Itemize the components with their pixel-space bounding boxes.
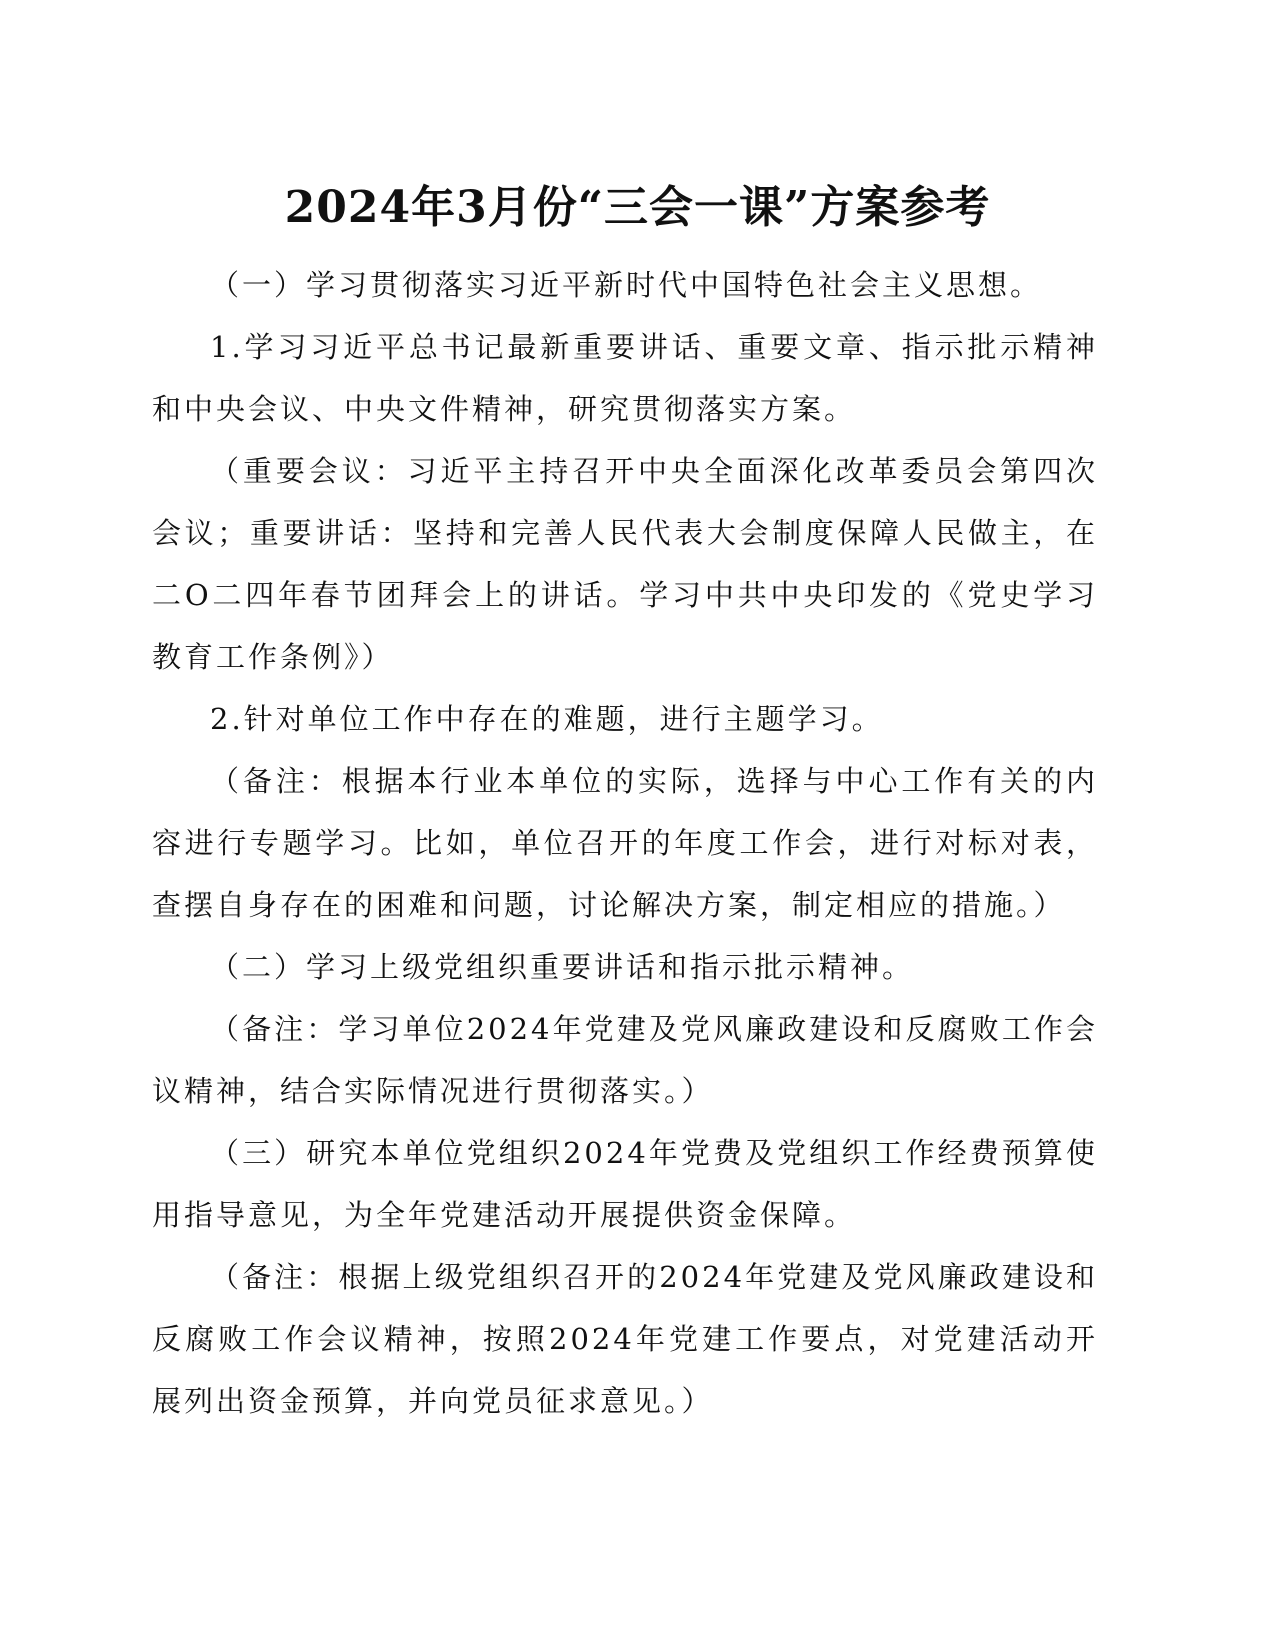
paragraph-note-1: （备注：根据本行业本单位的实际，选择与中心工作有关的内容进行专题学习。比如，单位召开的年度工作会，进行对标对表，查摆自身存在的困难和问题，讨论解决方案，制定相应的措施。） [152,764,1098,922]
section-heading-1: （一）学习贯彻落实习近平新时代中国特色社会主义思想。 [210,268,1043,302]
paragraph-note-3: （备注：根据上级党组织召开的2024年党建及党风廉政建设和反腐败工作会议精神，按照2024年党建工作要点，对党建活动开展列出资金预算，并向党员征求意见。） [152,1260,1098,1418]
paragraph-item-2: 2.针对单位工作中存在的难题，进行主题学习。 [210,702,884,736]
paragraph-item-1: 1.学习习近平总书记最新重要讲话、重要文章、指示批示精神和中央会议、中央文件精神，研究贯彻落实方案。 [152,330,1098,426]
section-heading-3: （三）研究本单位党组织2024年党费及党组织工作经费预算使用指导意见，为全年党建活动开展提供资金保障。 [152,1136,1098,1232]
paragraph-note-meetings: （重要会议：习近平主持召开中央全面深化改革委员会第四次会议；重要讲话：坚持和完善人民代表大会制度保障人民做主，在二O二四年春节团拜会上的讲话。学习中共中央印发的《党史学习教育工作条例》） [152,454,1098,674]
document-body [152,254,1098,1432]
section-heading-2: （二）学习上级党组织重要讲话和指示批示精神。 [210,950,915,984]
document-title: 2024年3月份“三会一课”方案参考 [284,182,991,233]
paragraph-note-2: （备注：学习单位2024年党建及党风廉政建设和反腐败工作会议精神，结合实际情况进行贯彻落实。） [152,1012,1098,1108]
